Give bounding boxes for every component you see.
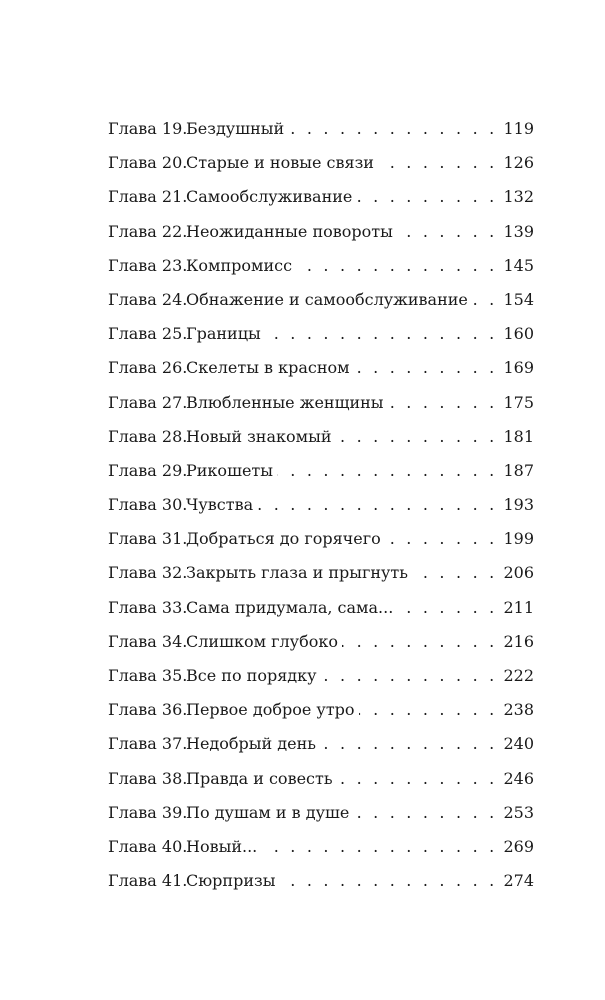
- toc-entry[interactable]: [108, 283, 534, 317]
- toc-entry[interactable]: [108, 351, 534, 385]
- chapter-label: Глава 19.: [108, 119, 188, 138]
- chapter-label: Глава 40.: [108, 836, 188, 856]
- chapter-label: Глава 33.: [108, 597, 188, 617]
- page-number: 132: [503, 187, 534, 207]
- chapter-label: Глава 22.: [108, 221, 188, 241]
- dot-leader: [320, 727, 497, 761]
- chapter-label: Глава 39.: [108, 802, 188, 822]
- page-number: 181: [503, 426, 534, 446]
- dot-leader: [472, 283, 498, 317]
- chapter-title: Слишком глубоко: [186, 631, 338, 651]
- toc-entry[interactable]: [108, 146, 534, 180]
- dot-leader: [356, 180, 497, 214]
- dot-leader: [385, 522, 498, 556]
- chapter-title: Старые и новые связи: [186, 153, 374, 173]
- dot-leader: [257, 488, 497, 522]
- page-number: 175: [503, 392, 534, 412]
- toc-entry[interactable]: [108, 830, 534, 864]
- toc-entry[interactable]: [108, 180, 534, 214]
- chapter-title: Закрыть глаза и прыгнуть: [186, 563, 408, 583]
- page-number: 119: [503, 119, 534, 138]
- chapter-label: Глава 30.: [108, 495, 188, 515]
- page-number: 238: [503, 700, 534, 720]
- chapter-title: Самообслуживание: [186, 187, 353, 207]
- chapter-label: Глава 34.: [108, 631, 188, 651]
- table-of-contents: [108, 112, 534, 898]
- dot-leader: [412, 556, 497, 590]
- page-number: 126: [503, 153, 534, 173]
- chapter-title: Обнажение и самообслуживание: [186, 289, 468, 309]
- chapter-title: Бездушный: [186, 119, 285, 138]
- dot-leader: [288, 112, 497, 146]
- chapter-label: Глава 36.: [108, 700, 188, 720]
- dot-leader: [397, 215, 498, 249]
- chapter-label: Глава 35.: [108, 666, 188, 685]
- chapter-label: Глава 28.: [108, 426, 188, 446]
- page-number: 222: [503, 666, 534, 685]
- toc-entry[interactable]: [108, 454, 534, 488]
- chapter-label: Глава 25.: [108, 324, 188, 344]
- toc-entry[interactable]: [108, 762, 534, 796]
- chapter-title: Новый...: [186, 836, 258, 856]
- chapter-title: Сюрпризы: [186, 871, 276, 891]
- toc-entry[interactable]: [108, 727, 534, 761]
- dot-leader: [335, 420, 497, 454]
- dot-leader: [353, 796, 497, 830]
- chapter-label: Глава 27.: [108, 392, 188, 412]
- toc-entry[interactable]: [108, 693, 534, 727]
- chapter-label: Глава 21.: [108, 187, 188, 207]
- toc-entry[interactable]: [108, 386, 534, 420]
- dot-leader: [354, 351, 498, 385]
- chapter-title: Влюбленные женщины: [186, 392, 384, 412]
- dot-leader: [277, 454, 497, 488]
- dot-leader: [279, 864, 497, 898]
- chapter-label: Глава 29.: [108, 460, 188, 480]
- dot-leader: [359, 693, 498, 727]
- page-number: 145: [503, 255, 534, 275]
- dot-leader: [342, 625, 497, 659]
- page-number: 274: [503, 871, 534, 891]
- page-number: 154: [503, 289, 534, 309]
- chapter-label: Глава 26.: [108, 358, 188, 378]
- toc-entry[interactable]: [108, 249, 534, 283]
- toc-entry[interactable]: [108, 522, 534, 556]
- chapter-title: Компромисс: [186, 255, 293, 275]
- dot-leader: [296, 249, 497, 283]
- toc-entry[interactable]: [108, 112, 534, 146]
- chapter-title: Новый знакомый: [186, 426, 332, 446]
- toc-entry[interactable]: [108, 317, 534, 351]
- chapter-label: Глава 41.: [108, 871, 188, 891]
- dot-leader: [321, 659, 498, 693]
- chapter-title: Скелеты в красном: [186, 358, 350, 378]
- dot-leader: [397, 591, 497, 625]
- chapter-title: Все по порядку: [186, 666, 317, 685]
- dot-leader: [265, 317, 498, 351]
- page-number: 160: [503, 324, 534, 344]
- chapter-label: Глава 37.: [108, 734, 188, 754]
- page-number: 139: [503, 221, 534, 241]
- dot-leader: [261, 830, 497, 864]
- chapter-title: Добраться до горячего: [186, 529, 381, 549]
- chapter-label: Глава 38.: [108, 768, 188, 788]
- chapter-title: Неожиданные повороты: [186, 221, 393, 241]
- toc-entry[interactable]: [108, 864, 534, 898]
- chapter-label: Глава 24.: [108, 289, 188, 309]
- toc-entry[interactable]: [108, 796, 534, 830]
- page-number: 269: [503, 836, 534, 856]
- page-number: 253: [503, 802, 534, 822]
- chapter-title: По душам и в душе: [186, 802, 350, 822]
- page-number: 206: [503, 563, 534, 583]
- toc-entry[interactable]: [108, 659, 534, 693]
- dot-leader: [337, 762, 498, 796]
- chapter-label: Глава 32.: [108, 563, 188, 583]
- toc-entry[interactable]: [108, 488, 534, 522]
- chapter-title: Рикошеты: [186, 460, 273, 480]
- chapter-title: Правда и совесть: [186, 768, 333, 788]
- dot-leader: [388, 386, 498, 420]
- page-number: 211: [503, 597, 534, 617]
- page-number: 187: [503, 460, 534, 480]
- chapter-label: Глава 20.: [108, 153, 188, 173]
- page-number: 199: [503, 529, 534, 549]
- toc-entry[interactable]: [108, 591, 534, 625]
- chapter-title: Границы: [186, 324, 261, 344]
- chapter-title: Первое доброе утро: [186, 700, 355, 720]
- toc-entry[interactable]: [108, 215, 534, 249]
- chapter-label: Глава 23.: [108, 255, 188, 275]
- page-number: 216: [503, 631, 534, 651]
- page-number: 193: [503, 495, 534, 515]
- toc-entry[interactable]: [108, 556, 534, 590]
- page-number: 246: [503, 768, 534, 788]
- chapter-title: Недобрый день: [186, 734, 316, 754]
- toc-entry[interactable]: [108, 625, 534, 659]
- page-number: 169: [503, 358, 534, 378]
- chapter-title: Чувства: [186, 495, 254, 515]
- chapter-label: Глава 31.: [108, 529, 188, 549]
- dot-leader: [378, 146, 497, 180]
- toc-entry[interactable]: [108, 420, 534, 454]
- page-number: 240: [503, 734, 534, 754]
- chapter-title: Сама придумала, сама...: [186, 597, 394, 617]
